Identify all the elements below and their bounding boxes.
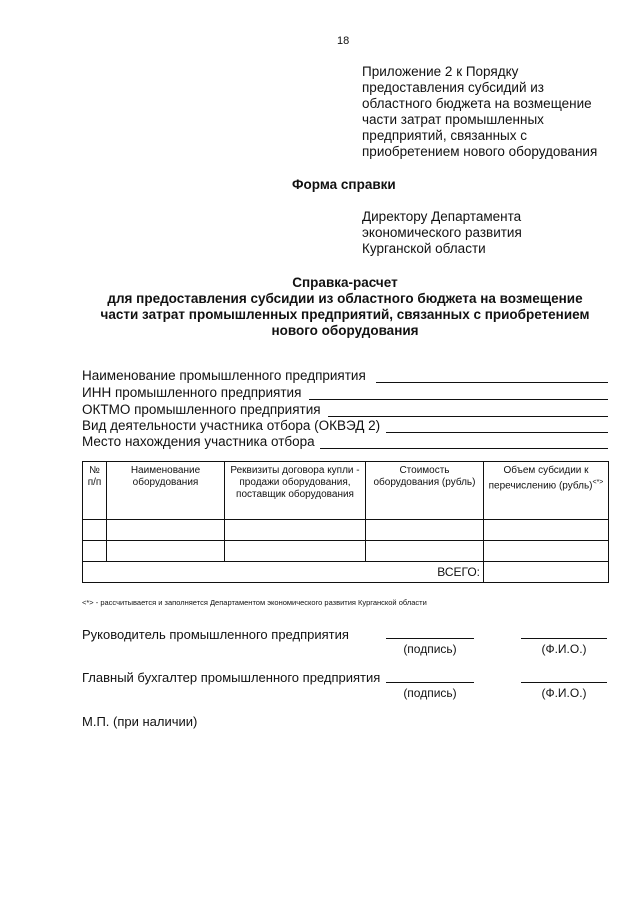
field-label-location: Место нахождения участника отбора (82, 434, 315, 449)
table-cell[interactable] (484, 541, 609, 562)
col-header-equipment-cost: Стоимость оборудования (рубль) (366, 462, 484, 520)
document-title (80, 275, 610, 339)
col-header-number: № п/п (83, 462, 107, 520)
footnote: <*> - рассчитывается и заполняется Департаментом экономического развития Курганской области (82, 598, 427, 607)
table-cell[interactable] (225, 541, 366, 562)
table-cell[interactable] (366, 520, 484, 541)
form-label: Форма справки (292, 177, 396, 192)
page-number: 18 (337, 35, 350, 47)
stamp-note: М.П. (при наличии) (82, 714, 198, 729)
name-caption: (Ф.И.О.) (541, 686, 587, 700)
annex-line: Приложение 2 к Порядку (362, 64, 519, 79)
signature-role-accountant: Главный бухгалтер промышленного предприятия (82, 670, 381, 685)
title-line: нового оборудования (271, 323, 419, 338)
name-caption: (Ф.И.О.) (541, 642, 587, 656)
field-input-inn[interactable] (309, 399, 608, 400)
field-label-enterprise-name: Наименование промышленного предприятия (82, 368, 366, 383)
signature-role-director: Руководитель промышленного предприятия (82, 627, 349, 642)
table-cell[interactable] (83, 541, 107, 562)
table-cell[interactable] (107, 541, 225, 562)
annex-line: приобретением нового оборудования (362, 144, 598, 159)
field-input-enterprise-name[interactable] (376, 382, 608, 383)
col-header-equipment-name: Наименование оборудования (107, 462, 225, 520)
addressee-line: Директору Департамента (362, 209, 522, 224)
total-value[interactable] (484, 562, 609, 583)
addressee (362, 209, 522, 257)
field-label-okved: Вид деятельности участника отбора (ОКВЭД 2) (82, 418, 381, 433)
table-cell[interactable] (484, 520, 609, 541)
table-cell[interactable] (225, 520, 366, 541)
signature-caption: (подпись) (403, 642, 457, 656)
subsidy-table (82, 461, 609, 583)
addressee-line: экономического развития (362, 225, 522, 240)
signature-line-director[interactable] (386, 638, 474, 639)
annex-line: предприятий, связанных с (362, 128, 527, 143)
addressee-line: Курганской области (362, 241, 486, 256)
annex-line: предоставления субсидий из (362, 80, 544, 95)
title-line: Справка-расчет (292, 275, 398, 290)
name-line-accountant[interactable] (521, 682, 607, 683)
field-label-oktmo: ОКТМО промышленного предприятия (82, 402, 321, 417)
title-line: части затрат промышленных предприятий, связанных с приобретением (100, 307, 590, 322)
title-line: для предоставления субсидии из областного бюджета на возмещение (107, 291, 583, 306)
table-cell[interactable] (107, 520, 225, 541)
annex-line: части затрат промышленных (362, 112, 544, 127)
col-header-contract-details: Реквизиты договора купли - продажи оборудования, поставщик оборудования (225, 462, 366, 520)
signature-caption: (подпись) (403, 686, 457, 700)
annex-line: областного бюджета на возмещение (362, 96, 592, 111)
footnote-mark: <*> (592, 479, 604, 486)
annex-note (362, 64, 597, 160)
table-header-row (83, 462, 609, 520)
table-cell[interactable] (83, 520, 107, 541)
table-row (83, 541, 609, 562)
signature-line-accountant[interactable] (386, 682, 474, 683)
field-input-oktmo[interactable] (328, 416, 608, 417)
name-line-director[interactable] (521, 638, 607, 639)
table-cell[interactable] (366, 541, 484, 562)
subsidy-header-text: Объем субсидии к перечислению (рубль) (488, 465, 593, 492)
col-header-subsidy-amount (484, 462, 609, 520)
table-total-row (83, 562, 609, 583)
field-input-okved[interactable] (386, 432, 608, 433)
table-row (83, 520, 609, 541)
total-label: ВСЕГО: (83, 562, 484, 583)
field-label-inn: ИНН промышленного предприятия (82, 385, 302, 400)
field-input-location[interactable] (320, 448, 608, 449)
